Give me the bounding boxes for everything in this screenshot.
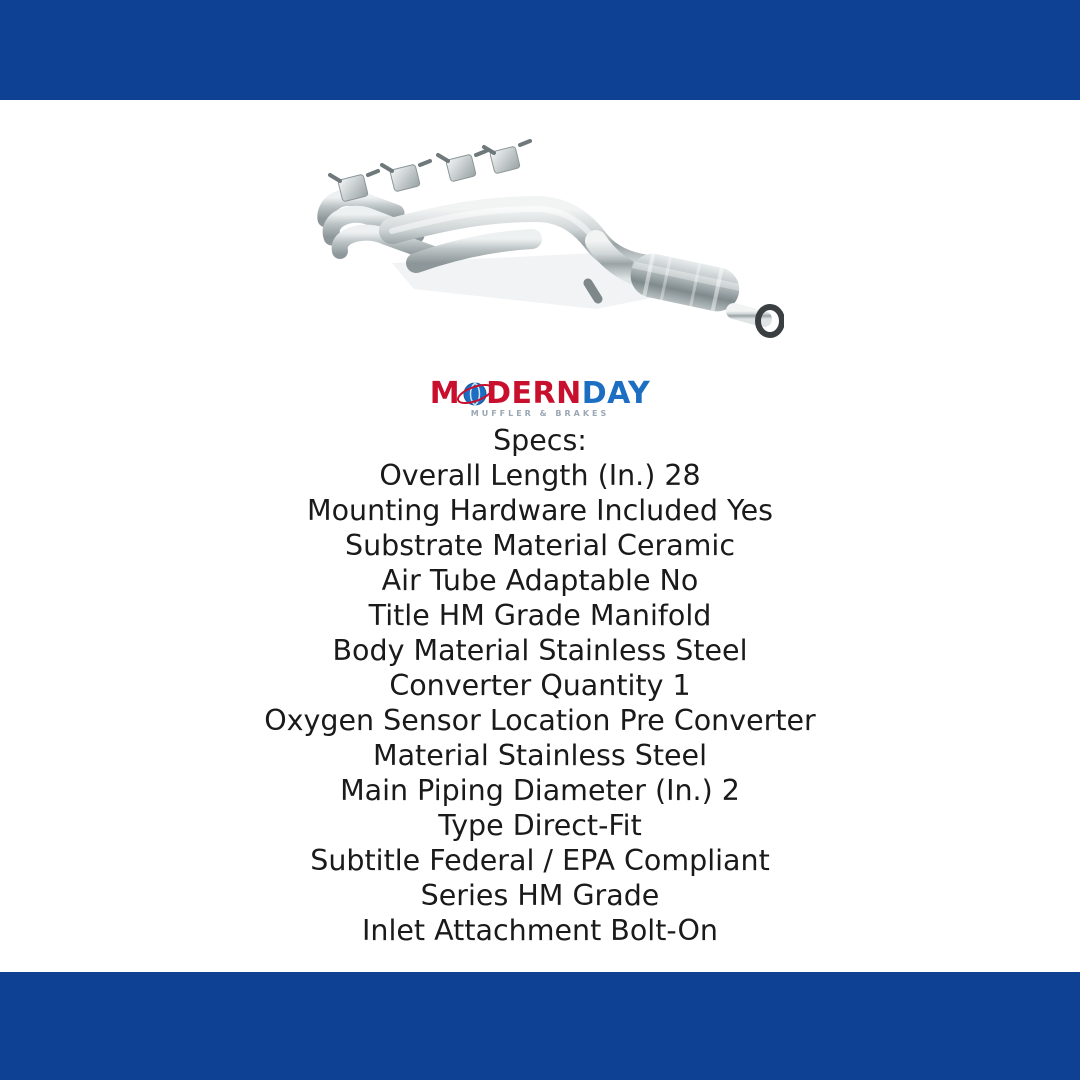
spec-line: Inlet Attachment Bolt-On	[362, 914, 718, 947]
logo-part-2: DERN	[486, 376, 582, 411]
spec-line: Mounting Hardware Included Yes	[306, 494, 774, 527]
top-banner-bar	[0, 0, 1080, 100]
exhaust-manifold-illustration	[296, 113, 784, 345]
logo-part-3: DAY	[581, 376, 651, 411]
logo-tagline: MUFFLER & BRAKES	[470, 409, 610, 418]
product-image	[296, 113, 784, 345]
spec-line: Main Piping Diameter (In.) 2	[340, 774, 740, 807]
spec-line: Series HM Grade	[420, 879, 660, 912]
bottom-banner-bar	[0, 972, 1080, 1080]
spec-line: Oxygen Sensor Location Pre Converter	[264, 704, 816, 737]
spec-line: Title HM Grade Manifold	[368, 599, 712, 632]
spec-line: Material Stainless Steel	[372, 739, 707, 772]
spec-line: Converter Quantity 1	[389, 669, 691, 702]
specs-heading: Specs:	[493, 424, 587, 457]
brand-logo	[425, 367, 655, 421]
card-content	[0, 100, 1080, 972]
logo-part-1: M	[429, 376, 461, 411]
specs-block	[0, 423, 1080, 948]
spec-line: Type Direct-Fit	[438, 809, 642, 842]
logo-wordmark	[429, 376, 651, 411]
spec-line: Substrate Material Ceramic	[344, 529, 736, 562]
spec-line: Subtitle Federal / EPA Compliant	[310, 844, 770, 877]
spec-line: Air Tube Adaptable No	[381, 564, 699, 597]
spec-line: Body Material Stainless Steel	[332, 634, 748, 667]
spec-line: Overall Length (In.) 28	[379, 459, 701, 492]
